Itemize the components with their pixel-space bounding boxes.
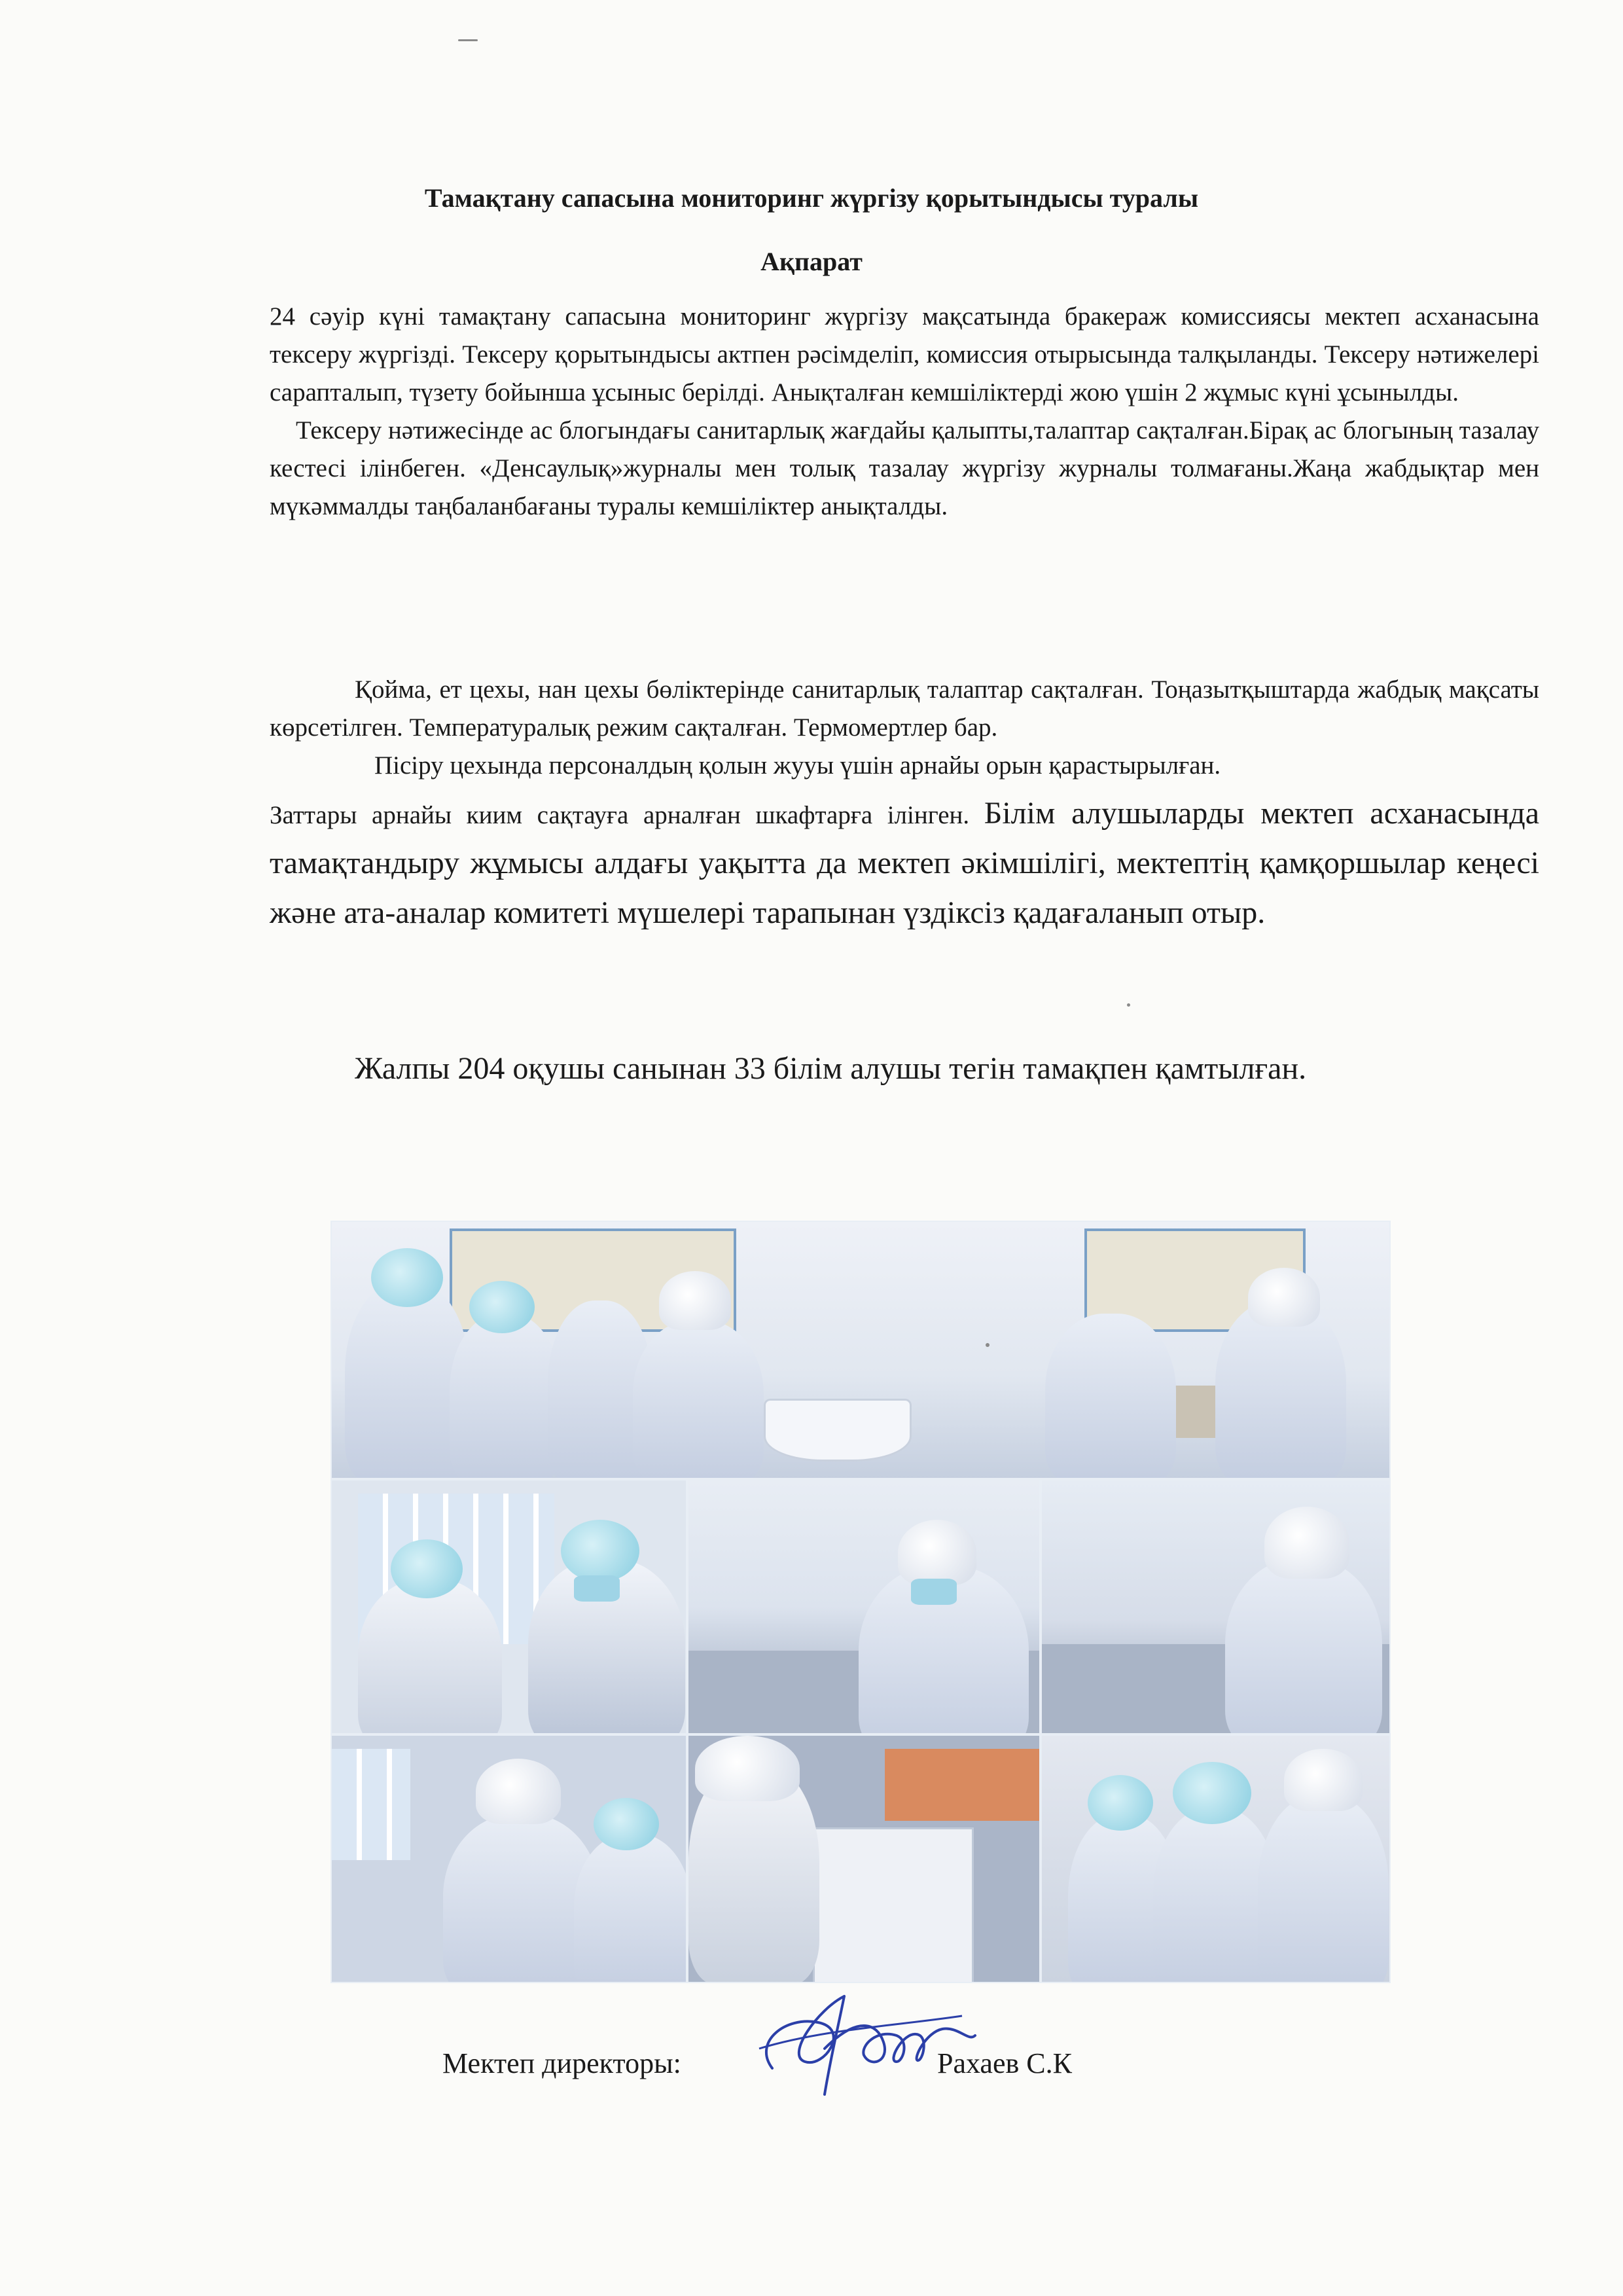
photo-top [330,1221,1391,1479]
inspection-photo-collage [330,1221,1391,1983]
body-text [270,298,1539,526]
paragraph-1: 24 сәуір күні тамақтану сапасына мониторинг жүргізу мақсатында бракераж комиссиясы мектеп асханасына тексеру жүргізді. Тексеру қорытындысы актпен рәсімделіп, комиссия отырысында талқыланды. Тексеру нәтижелері сарапталып, түзету бойынша ұсыныс берілді. Анықталған кемшіліктерді жою үшін 2 жұмыс күні ұсынылды. [270,302,1539,406]
paragraph-5 [270,789,1539,938]
photo-middle-right [1041,1479,1391,1734]
scan-speck [1127,1003,1130,1007]
document-subtitle: Ақпарат [760,247,863,276]
photo-bottom-right [1041,1734,1391,1983]
director-name: Рахаев С.К [937,2047,1072,2079]
paragraph-5-small: Заттары арнайы киим сақтауға арналған шкафтарға ілінген. [270,801,970,829]
photo-middle-left [330,1479,687,1734]
director-label: Мектеп директоры: [442,2047,681,2079]
photo-bottom-left [330,1734,687,1983]
paragraph-5-large: Білім алушыларды мектеп асханасында тамақтандыру жұмысы алдағы уақытта да мектеп әкімшілігі, мектептің қамқоршылар кеңесі және ата-аналар комитеті мүшелері тарапынан үздіксіз қадағаланып отыр. [270,796,1540,930]
photo-middle-center [687,1479,1041,1734]
paragraph-2: Тексеру нәтижесінде ас блогындағы санитарлық жағдайы қалыпты,талаптар сақталған.Бірақ ас блогының тазалау кестесі ілінбеген. «Денсаулық»журналы мен толық тазалау жүргізу журналы толмағаны.Жаңа жабдықтар мен мүкәммалды таңбаланбағаны туралы кемшіліктер анықталды. [270,416,1539,520]
paragraph-4: Пісіру цехында персоналдың қолын жууы үшін арнайы орын қарастырылған. [374,751,1221,780]
photo-bottom-center [687,1734,1041,1983]
paragraph-3: Қойма, ет цехы, нан цехы бөліктерінде санитарлық талаптар сақталған. Тоңазытқыштарда жабдық мақсаты көрсетілген. Температуралық режим сақталған. Термомертлер бар. [270,675,1539,742]
scan-speck [986,1343,990,1347]
body-text-2 [270,671,1539,938]
scan-speck [458,39,478,41]
document-title: Тамақтану сапасына мониторинг жүргізу қорытындысы туралы [424,183,1199,213]
summary-line: Жалпы 204 оқушы санынан 33 білім алушы тегін тамақпен қамтылған. [355,1051,1307,1086]
